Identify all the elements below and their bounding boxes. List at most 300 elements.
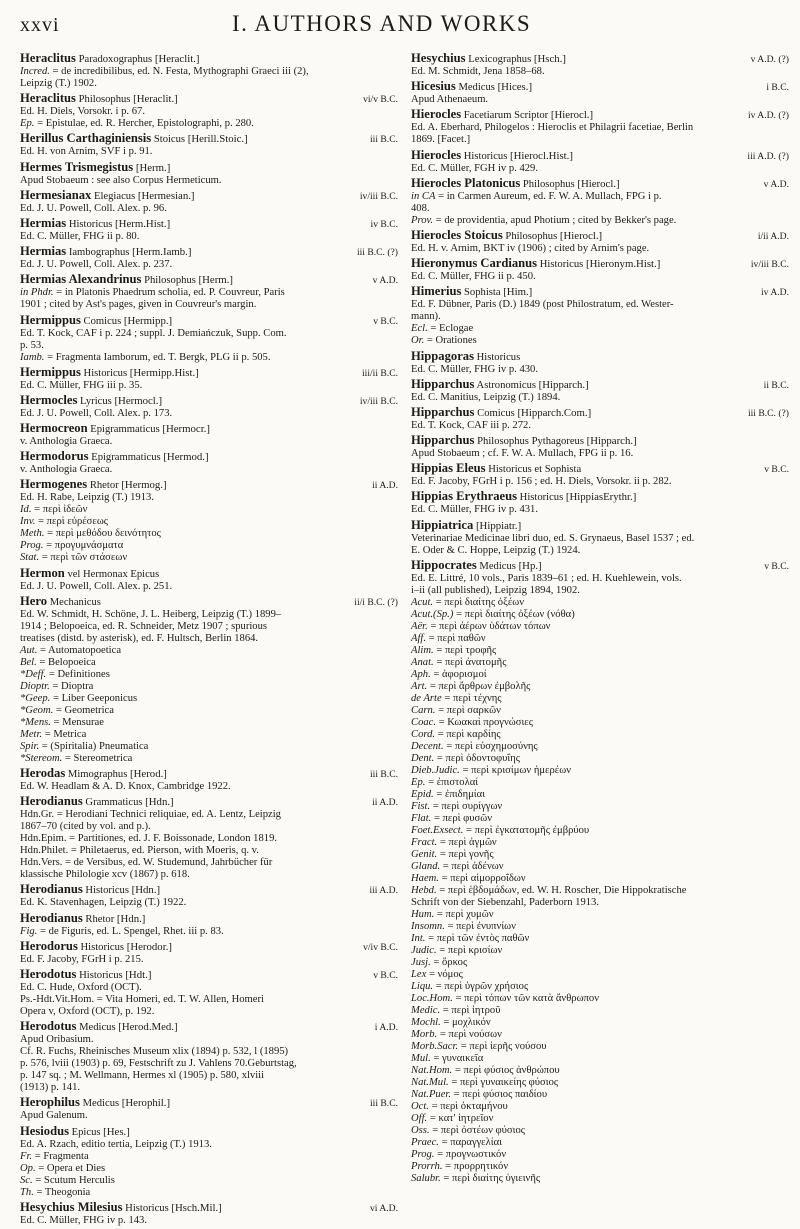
line-text: = περὶ τέχνης (441, 692, 502, 704)
author-title: Astronomicus (476, 379, 536, 391)
author-date: v A.D. (?) (750, 54, 789, 65)
author-title: Historicus (80, 941, 125, 953)
heading-text (20, 1201, 364, 1215)
work-abbreviation: Fract. (411, 836, 438, 848)
entry-heading (20, 1125, 398, 1139)
entry-heading (411, 52, 789, 66)
author-name: Herodorus (20, 938, 78, 953)
author-entry (411, 378, 789, 404)
line-text: = de Figuris, ed. L. Spengel, Rhet. iii p. 83. (37, 925, 224, 937)
author-name: Heraclitus (20, 51, 76, 65)
entry-line (20, 203, 398, 215)
author-title: Historicus (79, 969, 123, 981)
work-abbreviation: Op. (20, 1162, 36, 1174)
author-abbreviation: [Hipparch.Com.] (517, 406, 592, 419)
entry-line (411, 545, 789, 557)
entry-line (20, 552, 398, 564)
author-name: Herodianus (20, 882, 83, 897)
entry-heading (411, 559, 789, 573)
author-name: Herophilus (20, 1095, 80, 1110)
author-title: Mechanicus (49, 596, 101, 608)
author-abbreviation: [Hieronym.Hist.] (585, 258, 661, 271)
entry-line (411, 1125, 789, 1137)
line-text: Hdn.Gr. = Herodiani Technici reliquiae, ed. A. Lentz, Leipzig (20, 809, 281, 821)
entry-line (411, 585, 789, 597)
author-name: Hermocles (20, 392, 78, 407)
author-name: Hierocles (411, 107, 462, 122)
line-text: Leipzig (T.) 1902. (20, 78, 97, 89)
author-name: Hipparchus (411, 433, 475, 448)
author-date: vi/v B.C. (363, 94, 398, 106)
entry-heading (20, 314, 398, 328)
line-text: = περὶ φύσιος ἀνθρώπου (452, 1064, 560, 1076)
line-text: Apud Athenaeum. (411, 94, 489, 106)
author-name: Herodianus (20, 910, 83, 925)
heading-text (20, 273, 367, 287)
line-text: Ed. W. Schmidt, H. Schöne, J. L. Heiberg, Leipzig (T.) 1899– (20, 608, 282, 620)
author-date: ii B.C. (763, 379, 789, 391)
entry-heading (411, 229, 789, 243)
line-text: = προγνωστικόν (434, 1148, 507, 1160)
author-abbreviation: [Hermipp.Hist.] (129, 366, 199, 379)
line-text: = in Platonis Phaedrum scholia, ed. P. Couvreur, Paris (53, 287, 285, 299)
work-abbreviation: Judic. (411, 944, 437, 956)
line-text: = περὶ ἐγκατατομῆς ἐμβρύου (463, 824, 590, 836)
author-entry (20, 767, 398, 793)
line-text: = περὶ εὐσχημοσύνης (443, 740, 538, 752)
work-abbreviation: Art. (411, 680, 428, 692)
author-date: v B.C. (764, 560, 789, 572)
author-abbreviation: [Hierocl.] (550, 109, 594, 122)
author-name: Herodianus (20, 794, 83, 809)
line-text: = περὶ σαρκῶν (435, 704, 501, 716)
author-name: Hippocrates (411, 557, 477, 572)
entry-line (20, 231, 398, 243)
entry-line (411, 243, 789, 255)
entry-heading (20, 132, 398, 146)
author-entry (20, 92, 398, 130)
author-name: Heraclitus (20, 91, 76, 106)
entry-line (20, 299, 398, 311)
line-text: Ed. C. Müller, FHG ii p. 80. (20, 230, 140, 242)
heading-text (411, 559, 758, 573)
heading-text (411, 108, 742, 122)
line-text: 1901 ; cited by Ast's pages, given in Couvreur's margin. (20, 299, 257, 311)
work-abbreviation: Genit. (411, 848, 438, 860)
entry-line (411, 837, 789, 849)
author-abbreviation: [Him.] (503, 286, 533, 299)
author-entry (20, 217, 398, 243)
entry-line (20, 954, 398, 966)
heading-text (411, 257, 745, 271)
entry-line (411, 597, 789, 609)
work-abbreviation: Mul. (411, 1052, 431, 1064)
line-text: Ed. A. Rzach, editio tertia, Leipzig (T.) 1913. (20, 1138, 212, 1150)
author-title: Elegiacus (94, 190, 136, 202)
line-text: p. 53. (20, 339, 44, 351)
author-abbreviation: [Hsch.Mil.] (171, 1201, 222, 1214)
work-abbreviation: Hum. (411, 908, 435, 920)
entry-heading (411, 519, 789, 533)
entry-line (20, 681, 398, 693)
author-abbreviation: [Hermod.] (163, 451, 209, 464)
author-entry (20, 52, 398, 90)
line-text: = de providentia, apud Photium ; cited by Bekker's page. (433, 214, 677, 226)
author-abbreviation: [Hermog.] (121, 479, 167, 492)
author-entry (20, 422, 398, 448)
entry-line (411, 476, 789, 488)
line-text: = ἀφορισμοί (430, 668, 487, 680)
work-abbreviation: Aut. (20, 644, 38, 656)
author-abbreviation: [HippiasErythr.] (565, 491, 637, 504)
heading-text (20, 366, 356, 380)
entry-heading (20, 161, 398, 175)
entry-line (411, 849, 789, 861)
author-entry (20, 366, 398, 392)
line-text: = περὶ εὑρέσεως (35, 516, 109, 528)
entry-line (411, 801, 789, 813)
entry-heading (20, 767, 398, 781)
entry-line (20, 729, 398, 741)
entry-line (411, 645, 789, 657)
line-text: Hdn.Epim. = Partitiones, ed. J. F. Boissonade, London 1819. (20, 833, 278, 845)
work-abbreviation: Oct. (411, 1100, 429, 1112)
author-entry (411, 559, 789, 1185)
line-text: Ed. T. Kock, CAF i p. 224 ; suppl. J. Demiańczuk, Supp. Com. (20, 327, 287, 339)
entry-line (20, 328, 398, 340)
entry-line (20, 1187, 398, 1199)
line-text: = παραγγελίαι (438, 1136, 502, 1148)
entry-line (411, 981, 789, 993)
line-text: treatises (distd. by asterisk), ed. F. Hultsch, Berlin 1864. (20, 632, 259, 644)
author-abbreviation: [Herophil.] (121, 1097, 171, 1110)
author-title: Rhetor (85, 913, 115, 925)
entry-heading (411, 378, 789, 392)
author-date: ii A.D. (372, 480, 398, 492)
entry-line (411, 753, 789, 765)
line-text: = Stereometrica (62, 752, 133, 764)
line-text: = ἐπιστολαί (425, 776, 479, 788)
author-title: Epicus (71, 1126, 101, 1138)
work-abbreviation: de Arte (411, 692, 442, 704)
author-title: Lyricus (80, 395, 112, 407)
author-entry (20, 161, 398, 187)
entry-heading (411, 80, 789, 94)
author-entry (20, 273, 398, 311)
author-entry (411, 229, 789, 255)
line-text: = κατ' ἰητρεῖον (427, 1112, 494, 1124)
entry-line (20, 869, 398, 881)
author-date: iii B.C. (370, 769, 398, 780)
entry-line (20, 821, 398, 833)
author-abbreviation: [Hp.] (518, 559, 542, 572)
line-text: = περὶ κρισίμων ἡμερέων (459, 764, 571, 776)
work-abbreviation: Dioptr. (20, 680, 50, 692)
line-text: v. Anthologia Graeca. (20, 464, 113, 476)
author-entry (411, 108, 789, 146)
author-title: Rhetor (89, 480, 119, 492)
entry-line (411, 945, 789, 957)
line-text: = περὶ παθῶν (426, 632, 486, 644)
entry-heading (411, 462, 789, 476)
entry-line (411, 777, 789, 789)
heading-text (20, 567, 398, 581)
author-abbreviation: [Hipparch.] (538, 378, 589, 391)
line-text: 1869. [Facet.] (411, 134, 471, 146)
author-abbreviation: [Hippiatr.] (475, 519, 522, 532)
author-name: Hermogenes (20, 477, 88, 492)
line-text: Ed. M. Schmidt, Jena 1858–68. (411, 66, 545, 77)
line-text: Ed. J. U. Powell, Coll. Alex. p. 96. (20, 202, 167, 214)
author-title: Philosophus Pythagoreus (477, 436, 584, 448)
entry-line (20, 516, 398, 528)
entry-heading (20, 273, 398, 287)
entry-heading (20, 968, 398, 982)
line-text: = περὶ ἄρθρων ἐμβολῆς (427, 680, 531, 692)
author-entry (20, 1125, 398, 1199)
author-name: Hermippus (20, 312, 81, 327)
author-name: Hierocles (411, 147, 462, 162)
author-entry (20, 1096, 398, 1122)
entry-heading (20, 394, 398, 408)
entry-line (20, 380, 398, 392)
entry-line (20, 436, 398, 448)
entry-heading (411, 490, 789, 504)
entry-line (411, 323, 789, 335)
author-date: i/ii A.D. (757, 230, 789, 242)
entry-line (20, 287, 398, 299)
author-entry (411, 177, 789, 227)
work-abbreviation: Prog. (411, 1148, 435, 1160)
entry-line (20, 340, 398, 352)
line-text: = περὶ κρισίων (436, 944, 503, 956)
author-name: Hermippus (20, 364, 81, 379)
author-title: Sophista (464, 287, 501, 299)
author-title: Stoicus (153, 134, 186, 146)
work-abbreviation: Nat.Puer. (411, 1088, 452, 1100)
author-abbreviation: [Hsch.] (533, 53, 566, 65)
author-abbreviation: [Hermocl.] (114, 394, 163, 407)
heading-text (20, 940, 357, 954)
entry-line (20, 1082, 398, 1094)
entry-line (411, 717, 789, 729)
entry-line (411, 1113, 789, 1125)
author-entry (20, 940, 398, 966)
work-abbreviation: Gland. (411, 860, 441, 872)
entry-line (20, 1163, 398, 1175)
work-abbreviation: *Mens. (20, 716, 51, 728)
author-title: Facetiarum Scriptor (463, 110, 549, 122)
heading-text (20, 1020, 369, 1034)
author-name: Hippias Eleus (411, 461, 486, 476)
author-entry (411, 406, 789, 432)
line-text: Ed. A. Eberhard, Philogelos : Hieroclis et Philagrii facetiae, Berlin (411, 122, 694, 134)
author-abbreviation: [Herm.] (198, 274, 234, 287)
entry-heading (20, 567, 398, 581)
heading-text (411, 350, 789, 364)
author-title: Historicus (85, 885, 129, 897)
line-text: = περὶ ὀδοντοφυΐης (434, 752, 520, 764)
entry-line (411, 191, 789, 203)
author-entry (20, 189, 398, 215)
work-abbreviation: Aër. (411, 620, 428, 632)
author-entry (411, 149, 789, 175)
work-abbreviation: Metr. (20, 728, 43, 740)
work-abbreviation: Liqu. (411, 980, 434, 992)
author-abbreviation: [Hdn.] (145, 796, 174, 809)
line-text: = περὶ διαίτης ὑγιεινῆς (440, 1172, 541, 1184)
author-title: Philosophus (144, 275, 196, 287)
line-text: = περὶ αἱμορροΐδων (438, 872, 526, 884)
work-abbreviation: Mochl. (411, 1016, 441, 1028)
line-text: = Definitiones (46, 668, 110, 680)
entry-heading (20, 92, 398, 106)
work-abbreviation: Insomn. (411, 920, 445, 932)
entry-line (20, 464, 398, 476)
author-abbreviation: [Herm.Iamb.] (132, 246, 192, 259)
line-text: = Geometrica (53, 704, 114, 716)
author-name: Hipparchus (411, 404, 475, 419)
line-text: Ed. J. U. Powell, Coll. Alex. p. 173. (20, 407, 173, 419)
author-abbreviation: [Hes.] (103, 1125, 130, 1138)
entry-line (20, 833, 398, 845)
author-entry (20, 595, 398, 765)
author-entry (20, 394, 398, 420)
line-text: = περὶ ἑβδομάδων, ed. W. H. Roscher, Die Hippokratische (436, 884, 687, 896)
line-text: Ed. F. Jacoby, FGrH i p. 215. (20, 953, 144, 965)
entry-line (20, 669, 398, 681)
work-abbreviation: Off. (411, 1112, 428, 1124)
heading-text (411, 177, 758, 191)
line-text: 1914 ; Belopoeica, ed. R. Schneider, Metz 1907 ; spurious (20, 620, 268, 632)
heading-text (411, 406, 742, 420)
line-text: = περὶ διαίτης ὀξέων (νόθα) (453, 608, 575, 620)
line-text: klassische Philologie xcv (1867) p. 618. (20, 869, 190, 881)
line-text: = Belopoeica (36, 656, 96, 668)
entry-line (411, 633, 789, 645)
line-text: Ed. C. Hude, Oxford (OCT). (20, 981, 142, 993)
work-abbreviation: Inv. (20, 516, 36, 528)
author-name: Himerius (411, 284, 462, 299)
work-abbreviation: Ep. (20, 118, 35, 130)
entry-heading (20, 422, 398, 436)
entry-line (20, 1070, 398, 1082)
line-text: = περὶ ἰητροῦ (440, 1004, 501, 1016)
author-title: Historicus (83, 367, 128, 379)
line-text: = περὶ συρίγγων (430, 800, 503, 812)
author-date: iii A.D. (?) (747, 150, 789, 162)
author-entry (411, 285, 789, 347)
entry-line (411, 364, 789, 376)
author-name: Hierocles Platonicus (411, 175, 521, 190)
heading-text (20, 795, 366, 809)
entry-line (411, 134, 789, 146)
author-entry (20, 478, 398, 564)
entry-line (20, 581, 398, 593)
work-abbreviation: Coac. (411, 716, 437, 728)
author-date: ii/i B.C. (?) (354, 596, 398, 608)
line-text: = περὶ ὀστέων φύσιος (429, 1124, 525, 1136)
entry-line (20, 492, 398, 504)
author-date: i B.C. (766, 82, 789, 94)
work-abbreviation: Fist. (411, 800, 431, 812)
line-text: Ed. E. Littré, 10 vols., Paris 1839–61 ; ed. H. Kuehlewein, vols. (411, 572, 682, 584)
author-name: Herodotus (20, 1019, 77, 1034)
work-abbreviation: Id. (20, 504, 32, 516)
line-text: p. 147 sq. ; M. Wellmann, Hermes xl (1905) p. 580, xlviii (20, 1070, 265, 1082)
heading-text (411, 490, 789, 504)
work-abbreviation: Salubr. (411, 1172, 441, 1184)
line-text: Ed. C. Müller, FHG iii p. 35. (20, 379, 143, 391)
line-text: = περὶ ἀδένων (440, 860, 504, 872)
work-abbreviation: Th. (20, 1186, 34, 1198)
entry-line (411, 609, 789, 621)
entry-line (411, 1089, 789, 1101)
author-date: v A.D. (763, 178, 789, 190)
entry-heading (411, 177, 789, 191)
heading-text (20, 52, 398, 66)
entry-heading (20, 450, 398, 464)
entry-line (20, 809, 398, 821)
author-title: Medicus (82, 1098, 120, 1110)
entry-line (20, 741, 398, 753)
author-name: Hippiatrica (411, 517, 474, 532)
line-text: Ed. C. Manitius, Leipzig (T.) 1894. (411, 391, 561, 403)
heading-text (20, 161, 398, 175)
line-text: Ed. H. Rabe, Leipzig (T.) 1913. (20, 492, 154, 504)
entry-line (20, 1175, 398, 1187)
entry-line (20, 897, 398, 909)
line-text: = Mensurae (50, 716, 104, 728)
entry-heading (20, 595, 398, 609)
entry-line (411, 448, 789, 460)
entry-line (411, 681, 789, 693)
line-text: = Liber Geeponicus (50, 692, 138, 704)
author-title: Philosophus (78, 94, 131, 106)
heading-text (411, 285, 755, 299)
author-abbreviation: [Herod.Med.] (118, 1021, 178, 1034)
entry-line (20, 352, 398, 364)
entry-heading (20, 478, 398, 492)
author-abbreviation: [Hermipp.] (123, 314, 173, 327)
work-abbreviation: Dieb.Judic. (411, 764, 460, 776)
author-entry (20, 883, 398, 909)
line-text: Ed. T. Kock, CAF iii p. 272. (411, 419, 531, 431)
line-text: Cf. R. Fuchs, Rheinisches Museum xlix (1894) p. 532, l (1895) (20, 1046, 289, 1058)
author-title: Medicus (458, 82, 495, 94)
work-abbreviation: Praec. (411, 1136, 439, 1148)
work-abbreviation: in Phdr. (20, 287, 54, 299)
author-title: Epigrammaticus (90, 424, 160, 436)
author-abbreviation: [Herod.] (130, 768, 167, 780)
work-abbreviation: Alim. (411, 644, 434, 656)
work-abbreviation: Flat. (411, 812, 432, 824)
entry-line (20, 926, 398, 938)
line-text: Schrift von der Siebenzahl, Paderborn 1913. (411, 896, 599, 908)
work-abbreviation: *Geep. (20, 692, 51, 704)
line-text: mann). (411, 311, 441, 323)
work-abbreviation: *Geom. (20, 704, 54, 716)
entry-line (411, 1005, 789, 1017)
entry-line (20, 994, 398, 1006)
work-abbreviation: Medic. (411, 1004, 441, 1016)
entry-line (20, 781, 398, 793)
entry-line (20, 259, 398, 271)
entry-line (411, 921, 789, 933)
author-date: v/iv B.C. (363, 941, 398, 953)
line-text: = in Carmen Aureum, ed. F. W. A. Mullach, FPG i p. (435, 190, 662, 202)
author-title: Lexicographus (468, 54, 532, 65)
